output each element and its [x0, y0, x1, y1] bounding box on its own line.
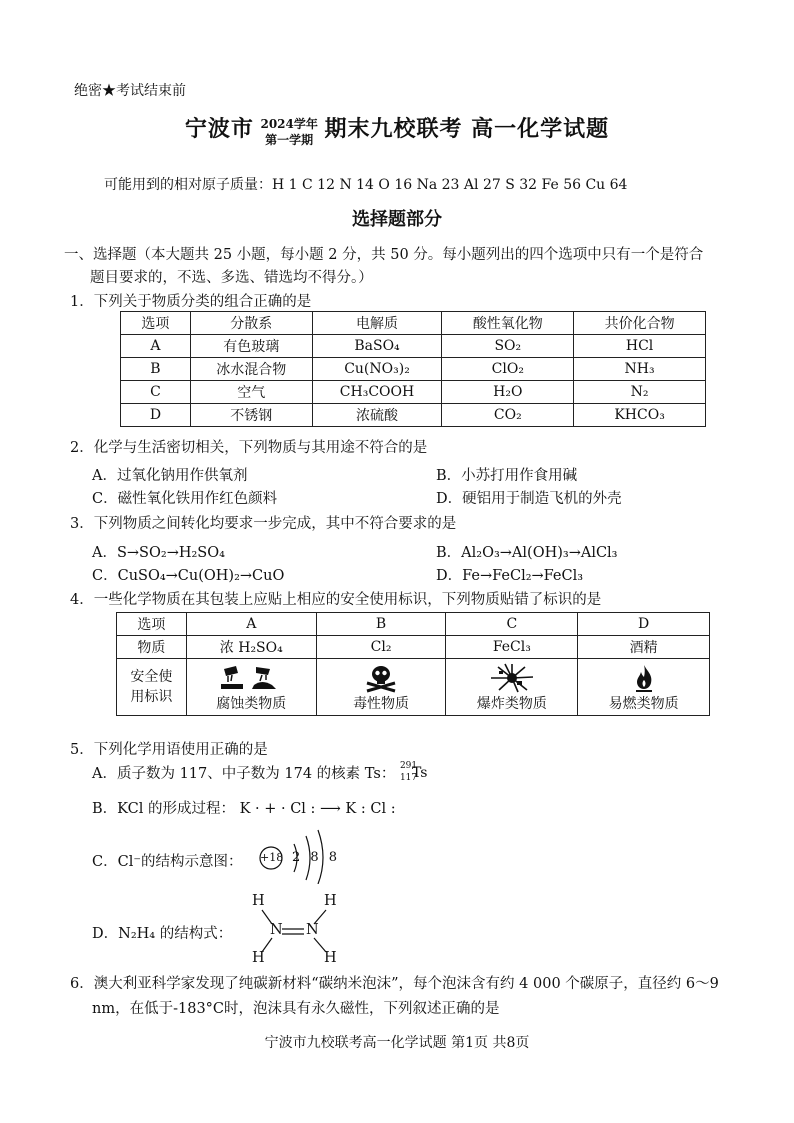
safety-label-line-2: 用标识 [130, 689, 173, 705]
table-cell: C [121, 381, 191, 404]
table-cell: 酒精 [578, 636, 710, 659]
q6-line-2: nm，在低于-183°C时，泡沫具有永久磁性，下列叙述正确的是 [92, 1001, 500, 1017]
q5-option-b-text: B．KCl 的形成过程： [92, 801, 235, 817]
atom-h: H [252, 893, 265, 909]
atomic-number: 117 [399, 773, 418, 783]
sign-caption: 毒性物质 [353, 696, 410, 712]
q4-stem: 4．一些化学物质在其包装上应贴上相应的安全使用标识，下列物质贴错了标识的是 [70, 592, 602, 608]
sign-cell-d [578, 659, 710, 716]
table-cell: SO₂ [442, 335, 574, 358]
table-cell: KHCO₃ [574, 404, 706, 427]
q5-option-b [92, 797, 396, 818]
title-year: 2024学年 [260, 117, 318, 131]
q4-table [116, 612, 710, 716]
table-row [121, 404, 706, 427]
safety-label-cell [117, 659, 187, 716]
q2-option-b: B．小苏打用作食用碱 [436, 468, 578, 484]
explosion-icon [487, 663, 537, 693]
nuclide-symbol [400, 763, 430, 785]
exam-title [0, 112, 794, 148]
table-cell: BaSO₄ [312, 335, 442, 358]
safety-label-line-1: 安全使 [130, 669, 173, 685]
table-cell: B [316, 613, 446, 636]
table-cell: 冰水混合物 [190, 358, 312, 381]
q5-option-c: C．Cl⁻的结构示意图： [92, 854, 243, 870]
element-symbol: Ts [411, 765, 428, 781]
q1-header-cell: 酸性氧化物 [442, 312, 574, 335]
table-cell: N₂ [574, 381, 706, 404]
table-cell: 物质 [117, 636, 187, 659]
q3-stem: 3．下列物质之间转化均要求一步完成，其中不符合要求的是 [70, 516, 457, 532]
table-cell: CH₃COOH [312, 381, 442, 404]
mass-number: 291 [399, 761, 418, 771]
q5-option-a [92, 762, 430, 785]
table-cell: 不锈钢 [190, 404, 312, 427]
sign-cell-a [186, 659, 316, 716]
q6-line-1: 6．澳大利亚科学家发现了纯碳新材料“碳纳米泡沫”，每个泡沫含有约 4 000 个碳原子，直径约 6～9 [70, 976, 719, 992]
title-term: 第一学期 [265, 133, 314, 147]
table-cell: H₂O [442, 381, 574, 404]
secrecy-label: 绝密★考试结束前 [74, 83, 186, 99]
sign-caption: 腐蚀类物质 [216, 696, 287, 712]
table-cell: A [121, 335, 191, 358]
q1-table [120, 311, 706, 427]
q3-option-b: B．Al₂O₃→Al(OH)₃→AlCl₃ [436, 545, 618, 561]
table-cell: B [121, 358, 191, 381]
q1-header-cell: 分散系 [190, 312, 312, 335]
table-cell: 选项 [117, 613, 187, 636]
table-cell: A [186, 613, 316, 636]
table-cell: 空气 [190, 381, 312, 404]
instructions-line-2: 题目要求的，不选、多选、错选均不得分。） [90, 270, 373, 286]
sign-cell-c [446, 659, 578, 716]
q1-header-cell: 选项 [121, 312, 191, 335]
q2-option-c: C．磁性氧化铁用作红色颜料 [92, 491, 278, 507]
title-right: 期末九校联考 高一化学试题 [324, 116, 610, 142]
table-row [117, 636, 710, 659]
table-cell: NH₃ [574, 358, 706, 381]
q1-header-cell: 电解质 [312, 312, 442, 335]
table-cell: D [578, 613, 710, 636]
q2-stem: 2．化学与生活密切相关，下列物质与其用途不符合的是 [70, 440, 428, 456]
instructions-line-1: 一、选择题（本大题共 25 小题，每小题 2 分，共 50 分。每小题列出的四个选项中只有一个是符合 [64, 247, 704, 263]
q1-header-cell: 共价化合物 [574, 312, 706, 335]
q2-option-d: D．硬铝用于制造飞机的外壳 [436, 491, 622, 507]
table-row [117, 613, 710, 636]
q5-option-d: D．N₂H₄ 的结构式： [92, 926, 233, 942]
table-cell: 浓硫酸 [312, 404, 442, 427]
page-footer: 宁波市九校联考高一化学试题 第1页 共8页 [264, 1035, 530, 1051]
table-cell: CO₂ [442, 404, 574, 427]
table-cell: C [446, 613, 578, 636]
ion-structure-diagram [254, 820, 344, 884]
shell-electrons: 2 8 8 [292, 850, 341, 865]
sign-cell-b [316, 659, 446, 716]
table-cell: HCl [574, 335, 706, 358]
table-cell: FeCl₃ [446, 636, 578, 659]
atom-h: H [324, 893, 337, 909]
title-left: 宁波市 [184, 116, 254, 142]
table-cell: 浓 H₂SO₄ [186, 636, 316, 659]
table-cell: 有色玻璃 [190, 335, 312, 358]
q5-option-a-text: A．质子数为 117、中子数为 174 的核素 Ts： [92, 766, 396, 782]
table-cell: D [121, 404, 191, 427]
q3-option-c: C．CuSO₄→Cu(OH)₂→CuO [92, 568, 285, 584]
electron-dot-formation: K · + · Cl : ⟶ K : Cl : [239, 801, 396, 817]
atom-h: H [252, 950, 265, 966]
table-cell: Cu(NO₃)₂ [312, 358, 442, 381]
q1-stem: 1．下列关于物质分类的组合正确的是 [70, 294, 312, 310]
section-title: 选择题部分 [352, 209, 442, 230]
table-row [121, 335, 706, 358]
atom-n: N [270, 922, 283, 938]
n2h4-structure [244, 888, 344, 968]
atom-n: N [306, 922, 319, 938]
nucleus-charge: +18 [260, 851, 284, 864]
q1-header-row [121, 312, 706, 335]
sign-caption: 易燃类物质 [608, 696, 679, 712]
flame-icon [629, 663, 659, 693]
corrosive-icon [216, 663, 286, 693]
table-row [121, 358, 706, 381]
sign-caption: 爆炸类物质 [476, 696, 547, 712]
title-year-term [260, 116, 317, 148]
table-cell: Cl₂ [316, 636, 446, 659]
q2-option-a: A．过氧化钠用作供氧剂 [92, 468, 248, 484]
q3-option-a: A．S→SO₂→H₂SO₄ [92, 545, 225, 561]
atom-h: H [324, 950, 337, 966]
atomic-mass-line: 可能用到的相对原子质量：H 1 C 12 N 14 O 16 Na 23 Al 27 S 32 Fe 56 Cu 64 [104, 177, 628, 193]
skull-icon [361, 663, 401, 693]
table-row [117, 659, 710, 716]
table-row [121, 381, 706, 404]
q5-stem: 5．下列化学用语使用正确的是 [70, 742, 268, 758]
table-cell: ClO₂ [442, 358, 574, 381]
q3-option-d: D．Fe→FeCl₂→FeCl₃ [436, 568, 584, 584]
